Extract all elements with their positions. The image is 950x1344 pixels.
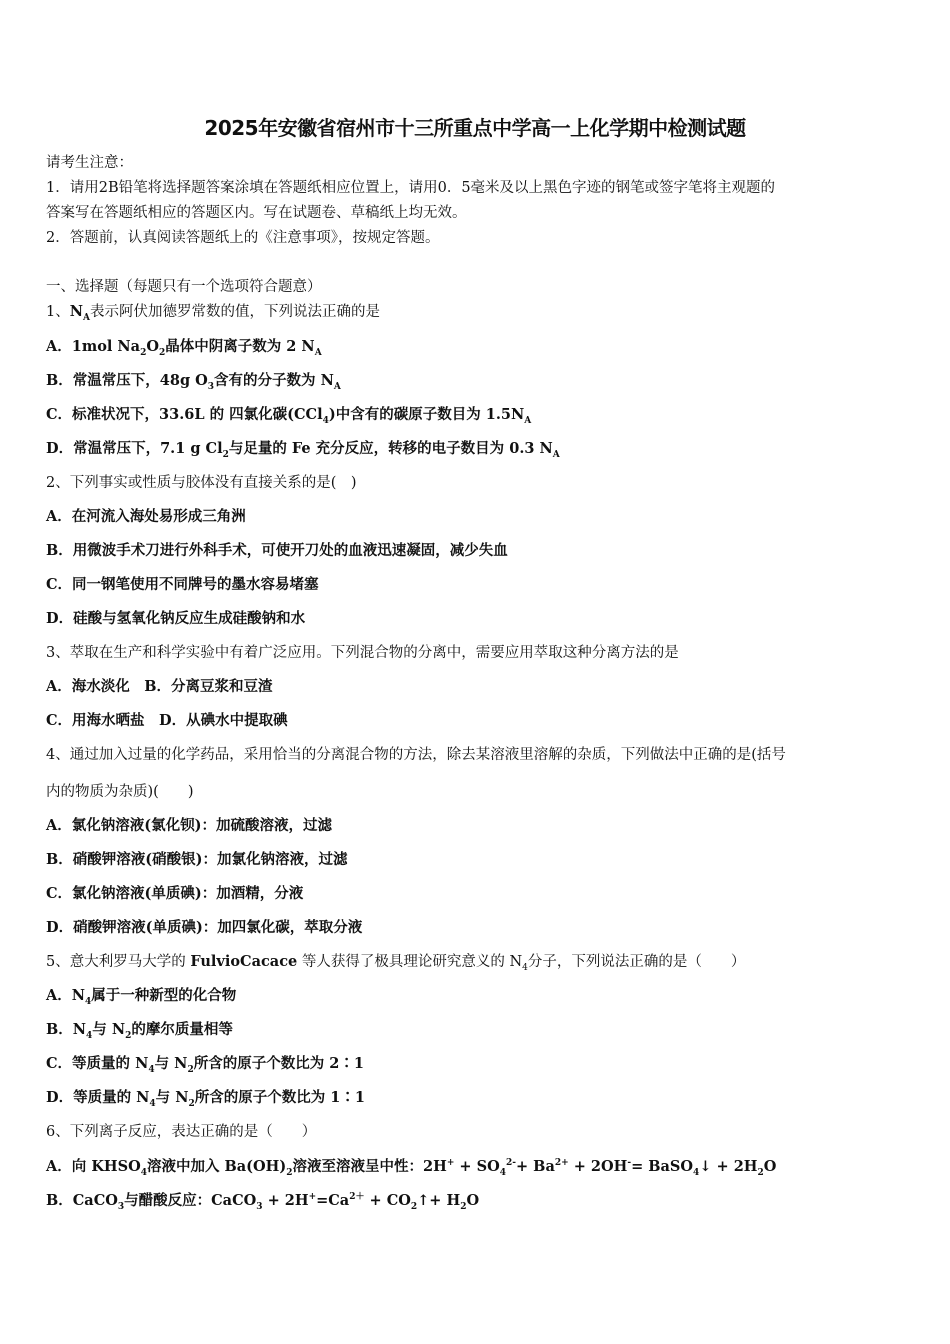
notice-line-1: 1．请用2B铅笔将选择题答案涂填在答题纸相应位置上，请用0．5毫米及以上黑色字迹的钢笔或签字笔将主观题的: [46, 180, 776, 196]
question-6-stem: 6、下列离子反应，表达正确的是（ ）: [46, 1124, 317, 1140]
question-4-option-a: A．氯化钠溶液(氯化钡)：加硫酸溶液，过滤: [46, 817, 332, 834]
question-5-option-d: D．等质量的 $N_4$与 $N_2$所含的原子个数比为 1∶1: [46, 1089, 365, 1109]
question-5-stem: 5、意大利罗马大学的 FulvioCacace 等人获得了极具理论研究意义的 $N_4$分子，下列说法正确的是（ ）: [46, 953, 746, 973]
section-heading: 一、选择题（每题只有一个选项符合题意）: [46, 279, 322, 295]
question-5-option-a: A．$N_4$属于一种新型的化合物: [46, 987, 237, 1007]
question-5-option-b: B．$N_4$与 $N_2$的摩尔质量相等: [46, 1021, 233, 1041]
question-5-option-c: C．等质量的 $N_4$与 $N_2$所含的原子个数比为 2∶1: [46, 1055, 364, 1075]
question-3-options-ab: A．海水淡化 B．分离豆浆和豆渣: [46, 678, 273, 695]
question-4-option-c: C．氯化钠溶液(单质碘)：加酒精，分液: [46, 885, 304, 902]
page-title: 2025年安徽省宿州市十三所重点中学高一上化学期中检测试题: [204, 116, 746, 140]
question-1-option-c: C．标准状况下，33.6L 的 四氯化碳(CCl$_4$)中含有的碳原子数目为 $1.5N_A$: [46, 406, 532, 426]
question-4-option-b: B．硝酸钾溶液(硝酸银)：加氯化钠溶液，过滤: [46, 851, 348, 868]
question-6-option-b: B．CaCO$_3$与醋酸反应：CaCO$_3$ + $2H^+=Ca^{2+}$ + $CO_2↑+ H_2O$: [46, 1192, 480, 1212]
question-1-stem: 1、$N_A$表示阿伏加德罗常数的值，下列说法正确的是: [46, 303, 380, 323]
question-2-option-c: C．同一钢笔使用不同牌号的墨水容易堵塞: [46, 576, 319, 593]
question-2-option-b: B．用微波手术刀进行外科手术，可使开刀处的血液迅速凝固，减少失血: [46, 542, 508, 559]
question-3-options-cd: C．用海水晒盐 D．从碘水中提取碘: [46, 712, 288, 729]
notice-line-3: 2．答题前，认真阅读答题纸上的《注意事项》，按规定答题。: [46, 230, 440, 246]
question-4-stem-line-1: 4、通过加入过量的化学药品，采用恰当的分离混合物的方法，除去某溶液里溶解的杂质，下列做法中正确的是(括号: [46, 747, 786, 763]
question-4-option-d: D．硝酸钾溶液(单质碘)：加四氯化碳，萃取分液: [46, 919, 363, 936]
notice-heading: 请考生注意：: [46, 155, 133, 171]
question-3-stem: 3、萃取在生产和科学实验中有着广泛应用。下列混合物的分离中，需要应用萃取这种分离方法的是: [46, 645, 679, 661]
question-2-option-d: D．硅酸与氢氧化钠反应生成硅酸钠和水: [46, 610, 306, 627]
question-1-option-a: A．1mol $Na_2O_2$晶体中阴离子数为 2 $N_A$: [46, 338, 322, 358]
question-1-option-d: D．常温常压下，7.1 g $Cl_2$与足量的 Fe 充分反应，转移的电子数目为 0.3 $N_A$: [46, 440, 560, 460]
question-1-option-b: B．常温常压下，48g $O_3$含有的分子数为 $N_A$: [46, 372, 341, 392]
notice-line-2: 答案写在答题纸相应的答题区内。写在试题卷、草稿纸上均无效。: [46, 205, 467, 221]
question-4-stem-line-2: 内的物质为杂质)( ): [46, 784, 194, 800]
question-2-option-a: A．在河流入海处易形成三角洲: [46, 508, 246, 525]
question-2-stem: 2、下列事实或性质与胶体没有直接关系的是( ): [46, 475, 357, 491]
question-6-option-a: A．向 $KHSO_4$溶液中加入 $Ba(OH)_2$溶液至溶液呈中性：$2H^+ + SO_4^{2-}+ Ba^{2+} + 2OH^-=$ BaSO$_4$↓ + $2H_2O$: [46, 1158, 777, 1178]
